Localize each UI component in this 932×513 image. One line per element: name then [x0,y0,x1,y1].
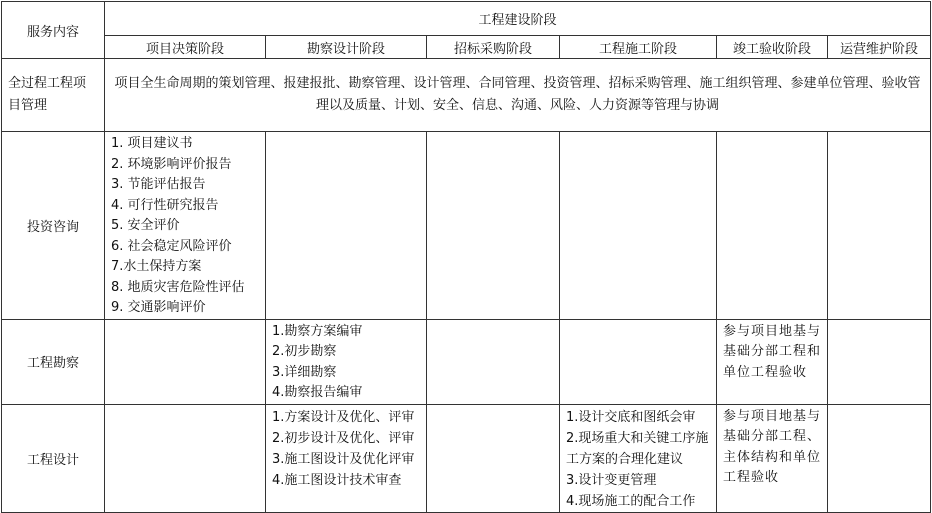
design-acceptance-text: 参与项目地基与基础分部工程、主体结构和单位工程验收 [723,408,822,485]
list-item: 1.勘察方案编审 [272,323,363,339]
empty-cell [828,319,931,404]
list-item: 3.施工图设计及优化评审 [272,451,415,467]
survey-acceptance-text: 参与项目地基与基础分部工程和单位工程验收 [723,323,822,380]
list-item: 1.设计交底和图纸会审 [566,409,696,425]
list-item: 2. 环境影响评价报告 [111,156,232,172]
list-item: 4.勘察报告编审 [272,385,363,400]
empty-cell [717,132,828,320]
list-item: 3. 节能评估报告 [111,177,206,192]
empty-cell [560,319,717,404]
empty-cell [427,404,560,512]
list-item: 2.现场重大和关键工序施工方案的合理化建议 [566,430,709,467]
empty-cell [427,132,560,320]
list-item: 6. 社会稳定风险评价 [111,238,232,254]
list-item: 1. 项目建议书 [111,136,193,151]
list-item: 1.方案设计及优化、评审 [272,409,415,425]
survey-design-cell [266,319,427,404]
list-item: 3.详细勘察 [272,364,337,380]
phase-survey-design-header: 勘察设计阶段 [266,36,427,59]
list-item: 4.施工图设计技术审查 [272,472,402,488]
list-item: 2.初步勘察 [272,344,337,359]
service-table [1,1,931,513]
phase-operation-header: 运营维护阶段 [828,36,931,59]
phase-acceptance-header: 竣工验收阶段 [717,36,828,59]
design-construction-cell [560,404,717,512]
construction-phase-header: 工程建设阶段 [105,2,931,36]
design-acceptance-cell [717,404,828,512]
list-item: 5. 安全评价 [111,218,180,233]
empty-cell [105,319,266,404]
list-item: 4.现场施工的配合工作 [566,493,696,509]
list-item: 4. 可行性研究报告 [111,197,219,213]
service-content-header: 服务内容 [2,2,105,59]
list-item: 9. 交通影响评价 [111,300,206,315]
investment-decision-cell [105,132,266,320]
phase-bidding-header: 招标采购阶段 [427,36,560,59]
list-item: 3.设计变更管理 [566,472,657,488]
list-item: 8. 地质灾害危险性评估 [111,279,245,295]
list-item: 2.初步设计及优化、评审 [272,430,415,446]
list-item: 7.水土保持方案 [111,259,202,274]
empty-cell [427,319,560,404]
row-label-survey: 工程勘察 [2,319,105,404]
survey-acceptance-cell [717,319,828,404]
project-management-content: 项目全生命周期的策划管理、报建报批、勘察管理、设计管理、合同管理、投资管理、招标采购管理、施工组织管理、参建单位管理、验收管理以及质量、计划、安全、信息、沟通、风险、人力资源等管理与协调 [105,59,931,132]
empty-cell [266,132,427,320]
phase-construction-header: 工程施工阶段 [560,36,717,59]
row-label-project-management: 全过程工程项目管理 [2,59,105,132]
empty-cell [560,132,717,320]
empty-cell [828,132,931,320]
design-design-cell [266,404,427,512]
row-label-design: 工程设计 [2,404,105,512]
row-label-investment: 投资咨询 [2,132,105,320]
empty-cell [105,404,266,512]
empty-cell [828,404,931,512]
phase-decision-header: 项目决策阶段 [105,36,266,59]
